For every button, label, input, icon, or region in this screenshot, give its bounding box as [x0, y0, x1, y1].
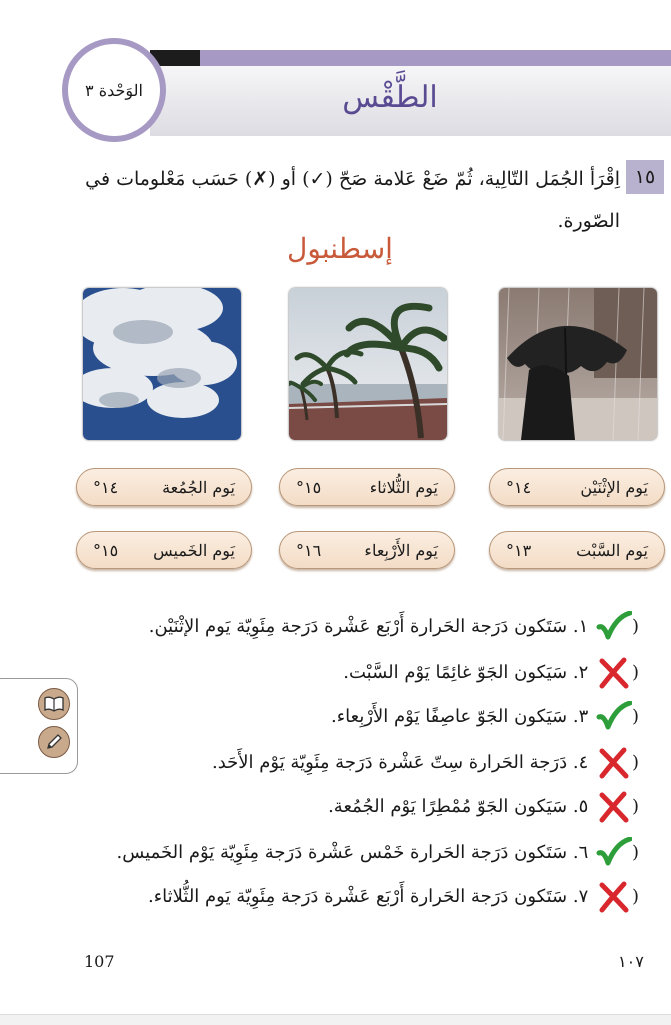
- check-mark-icon[interactable]: [596, 611, 632, 643]
- answer-paren: (: [631, 706, 639, 727]
- day-pill-wednesday: [279, 531, 455, 569]
- statement-text: ٧. سَتَكون دَرَجة الحَرارة أَرْبَع عَشْرة دَرَجة مِئَوِيّة يَوم الثُّلاثاء.: [147, 886, 589, 907]
- day-temperature: ١٦°: [296, 540, 322, 560]
- city-title: إسطنبول: [287, 232, 393, 265]
- day-temperature: ١٤°: [93, 477, 119, 497]
- cross-mark-icon[interactable]: [596, 747, 632, 779]
- unit-label: الوَحْدة ٣: [85, 80, 143, 100]
- day-label: يَوم الخَميس: [153, 540, 235, 560]
- statement-text: ٥. سَيَكون الجَوّ مُمْطِرًا يَوْم الجُمُعة.: [328, 796, 589, 817]
- cross-mark-icon[interactable]: [596, 791, 632, 823]
- header-band-purple: [200, 50, 671, 66]
- statement-2: [343, 656, 639, 690]
- statement-text: ٦. سَتَكون دَرَجة الحَرارة خَمْس عَشْرة دَرَجة مِئَوِيّة يَوْم الخَميس.: [116, 842, 589, 863]
- page-number-latin: 107: [84, 952, 115, 971]
- page-title: الطَّقْس: [342, 80, 438, 115]
- answer-paren: (: [631, 842, 639, 863]
- statement-3: [331, 700, 639, 734]
- statement-text: ٣. سَيَكون الجَوّ عاصِفًا يَوْم الأَرْبِعاء.: [330, 706, 589, 727]
- answer-paren: (: [631, 616, 639, 637]
- check-mark-icon[interactable]: [596, 701, 632, 733]
- statement-text: ٢. سَيَكون الجَوّ غائِمًا يَوْم السَّبْت.: [343, 662, 589, 683]
- rain-umbrella-photo: [499, 288, 657, 440]
- cloudy-sky-photo: [83, 288, 241, 440]
- page-number-arabic: ١٠٧: [618, 952, 644, 971]
- day-pill-tuesday: [279, 468, 455, 506]
- day-label: يَوم الإثْنَيْن: [580, 477, 648, 497]
- check-mark-icon[interactable]: [596, 837, 632, 869]
- day-label: يَوم الثُّلاثاء: [369, 477, 438, 497]
- statement-7: [148, 880, 639, 914]
- windy-palm-trees-photo: [289, 288, 447, 440]
- day-label: يَوم السَّبْت: [576, 540, 648, 560]
- answer-paren: (: [631, 796, 639, 817]
- exercise-number: ١٥: [626, 160, 664, 194]
- answer-paren: (: [631, 886, 639, 907]
- day-temperature: ١٥°: [296, 477, 322, 497]
- day-pill-thursday: [76, 531, 252, 569]
- day-temperature: ١٤°: [506, 477, 532, 497]
- statement-text: ٤. دَرَجة الحَرارة سِتّ عَشْرة دَرَجة مِئَوِيّة يَوْم الأَحَد.: [211, 752, 589, 773]
- cross-mark-icon[interactable]: [596, 657, 632, 689]
- cross-mark-icon[interactable]: [596, 881, 632, 913]
- unit-badge: [62, 38, 166, 142]
- statement-1: [149, 610, 639, 644]
- statement-4: [212, 746, 639, 780]
- book-icon[interactable]: [38, 688, 70, 720]
- answer-paren: (: [631, 752, 639, 773]
- day-label: يَوم الجُمُعة: [162, 477, 235, 497]
- day-pill-friday: [76, 468, 252, 506]
- statement-text: ١. سَتَكون دَرَجة الحَرارة أَرْبَع عَشْرة دَرَجة مِئَوِيّة يَوم الإثْنَيْن.: [148, 616, 589, 637]
- day-pill-saturday: [489, 531, 665, 569]
- side-toolbox: [0, 678, 78, 774]
- statement-5: [328, 790, 639, 824]
- answer-paren: (: [631, 662, 639, 683]
- pencil-icon[interactable]: [38, 726, 70, 758]
- statement-6: [117, 836, 640, 870]
- day-label: يَوم الأَرْبِعاء: [364, 540, 438, 560]
- day-temperature: ١٣°: [506, 540, 532, 560]
- day-temperature: ١٥°: [93, 540, 119, 560]
- bottom-edge: [0, 1014, 671, 1025]
- day-pill-monday: [489, 468, 665, 506]
- exercise-instruction: اِقْرَأ الجُمَل التّالِية، ثُمّ ضَعْ عَلامة صَحّ (✓) أو (✗) حَسَب مَعْلومات في الصّورة.: [85, 168, 620, 232]
